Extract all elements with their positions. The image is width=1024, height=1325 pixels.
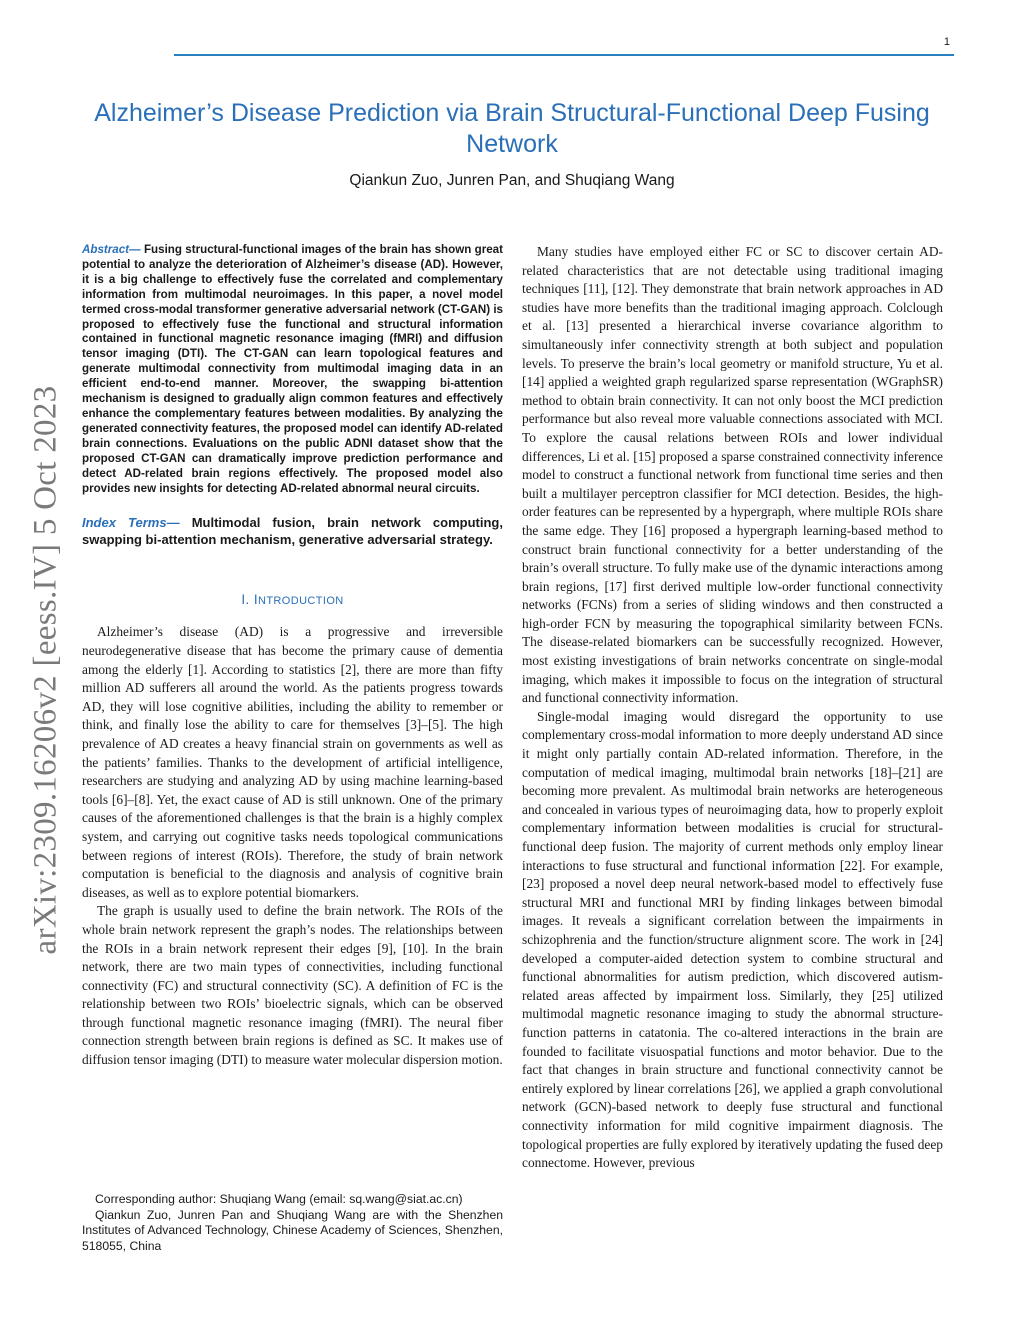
section-title-rest: NTRODUCTION xyxy=(257,595,344,608)
header-rule xyxy=(174,54,954,56)
index-terms-text: Multimodal fusion, brain network computing, swapping bi-attention mechanism, generative adversarial strategy. xyxy=(82,515,503,548)
abstract-label: Abstract— xyxy=(82,243,141,256)
paper-authors: Qiankun Zuo, Junren Pan, and Shuqiang Wang xyxy=(349,172,675,189)
index-terms xyxy=(82,514,503,548)
index-terms-label: Index Terms— xyxy=(82,515,180,531)
left-column xyxy=(82,243,503,1070)
footnote-corresponding: Corresponding author: Shuqiang Wang (email: sq.wang@siat.ac.cn) xyxy=(95,1192,463,1206)
page-number: 1 xyxy=(943,36,950,48)
intro-paragraph-2: The graph is usually used to define the brain network. The ROIs of the whole brain network represent the graph’s nodes. The relationships between the ROIs in a brain network represent their edges [9], [10]. In the brain network, there are two main types of connectivities, including functional connectivity (FC) and structural connectivity (SC). A definition of FC is the relationship between two ROIs’ bioelectric signals, which can be observed through functional magnetic resonance imaging (fMRI). The neural fiber connection strength between brain regions is defined as SC. It makes use of diffusion tensor imaging (DTI) to measure water molecular dispersion motion. xyxy=(82,903,503,1068)
footnote xyxy=(82,1192,503,1254)
section-initial: I xyxy=(253,592,258,608)
abstract xyxy=(82,243,503,496)
right-paragraph-2: Single-modal imaging would disregard the opportunity to use complementary cross-modal information to more deeply understand AD since it might only partially contain AD-related information. Therefore, in the computation of medical imaging, multimodal brain networks [18]–[21] are becoming more prevalent. As multimodal brain networks are heterogeneous and concealed in various types of neuroimaging data, how to properly exploit complementary information between modalities is crucial for structural-functional deep fusion. The majority of current methods only employ linear interactions to fuse structural and functional information [22]. For example, [23] proposed a novel deep neural network-based model to effectively fuse structural MRI and functional MRI by finding linkages between bimodal images. It reveals a significant correlation between the impairments in schizophrenia and the function/structure alignment score. The work in [24] developed a computer-aided detection system to combine structural and functional abnormalities for autism prediction, which discovered autism-related areas affected by impairment loss. Similarly, they [25] utilized multimodal magnetic resonance imaging to study the abnormal structure-function patterns in catatonia. The co-altered interactions in the brain are founded to facilitate visuospatial functions and motor behavior. Due to the fact that changes in brain structure and functional connectivity cannot be entirely explored by linear correlations [26], we applied a graph convolutional network (GCN)-based network to deeply fuse structural and functional connectivity information for mild cognitive impairment diagnosis. The topological properties are fully explored by iteratively updating the fused deep connectome. However, previous xyxy=(522,708,943,1171)
footnote-affiliation: Qiankun Zuo, Junren Pan and Shuqiang Wang are with the Shenzhen Institutes of Advanced Technology, Chinese Academy of Sciences, Shenzhen, 518055, China xyxy=(82,1207,503,1253)
arxiv-stamp-text: arXiv:2309.16206v2 [eess.IV] 5 Oct 2023 xyxy=(27,385,64,955)
right-column xyxy=(522,243,943,1173)
abstract-text: Fusing structural-functional images of the brain has shown great potential to analyze the deterioration of Alzheimer’s disease (AD). However, it is a big challenge to effectively fuse the correlated and complementary information from multimodal neuroimages. In this paper, a novel model termed cross-modal transformer generative adversarial network (CT-GAN) is proposed to effectively fuse the functional and structural information contained in functional magnetic resonance imaging (fMRI) and diffusion tensor imaging (DTI). The CT-GAN can learn topological features and generate multimodal connectivity from multimodal imaging data in an efficient end-to-end manner. Moreover, the swapping bi-attention mechanism is designed to gradually align common features and effectively enhance the complementary features between modalities. By analyzing the generated connectivity features, the proposed model can identify AD-related brain connections. Evaluations on the public ADNI dataset show that the proposed CT-GAN can dramatically improve prediction performance and detect AD-related brain regions effectively. The proposed model also provides new insights for detecting AD-related abnormal neural circuits. xyxy=(82,243,503,495)
intro-paragraph-1: Alzheimer’s disease (AD) is a progressive and irreversible neurodegenerative disease that has become the primary cause of dementia among the elderly [1]. According to statistics [2], there are more than fifty million AD sufferers all around the world. As the patients progress towards AD, they will lose cognitive abilities, including the ability to remember or think, and finally lose the ability to care for themselves [3]–[5]. The high prevalence of AD creates a heavy financial strain on governments as well as the patients’ families. Thanks to the development of artificial intelligence, researchers are studying and analyzing AD by using machine learning-based tools [6]–[8]. Yet, the exact cause of AD is still unknown. One of the primary causes of the aforementioned challenges is that the brain is a highly complex system, and carrying out cognitive tasks needs topological communications between regions of interest (ROIs). Therefore, the study of brain network computation is beneficial to the diagnosis and analysis of cognitive brain diseases, as well as to explore potential biomarkers. xyxy=(82,624,503,900)
section-numeral: I. xyxy=(241,592,254,608)
arxiv-stamp xyxy=(14,360,78,980)
right-paragraph-1: Many studies have employed either FC or SC to discover certain AD-related characteristics that are not detectable using traditional imaging techniques [11], [12]. They demonstrate that brain network approaches in AD studies have more benefits than the traditional imaging approach. Colclough et al. [13] presented a hierarchical inverse covariance algorithm to simultaneously infer connectivity strength at both subject and population levels. To preserve the brain’s local geometry or manifold structure, Yu et al. [14] applied a weighted graph regularized sparse representation (WGraphSR) method to obtain brain connectivity. It can not only boost the MCI prediction performance but also reveal more valuable connections associated with MCI. To explore the causal relations between ROIs and lower individual differences, Li et al. [15] proposed a sparse constrained connectivity inference model to construct a functional network from functional time series and then built a multilayer perceptron classifier for MCI detection. Besides, the high-order features can be represented by a hypergraph, where multiple ROIs share the same edge. They [16] proposed a hypergraph learning-based method to construct brain functional connectivity for a better understanding of the brain’s overall structure. To fully make use of the dynamic interactions among brain regions, [17] first derived multiple low-order functional connectivity networks (FCNs) from a series of sliding windows and then constructed a high-order FCN by measuring the topographical similarity between FCNs. The disease-related biomarkers can be successfully recognized. However, most existing investigations of brain networks concentrate on single-modal imaging, which makes it impossible to focus on the integration of structural and functional connectivity information. xyxy=(522,244,943,706)
paper-title: Alzheimer’s Disease Prediction via Brain Structural-Functional Deep Fusing Network xyxy=(94,99,930,158)
section-heading-introduction xyxy=(82,592,503,607)
